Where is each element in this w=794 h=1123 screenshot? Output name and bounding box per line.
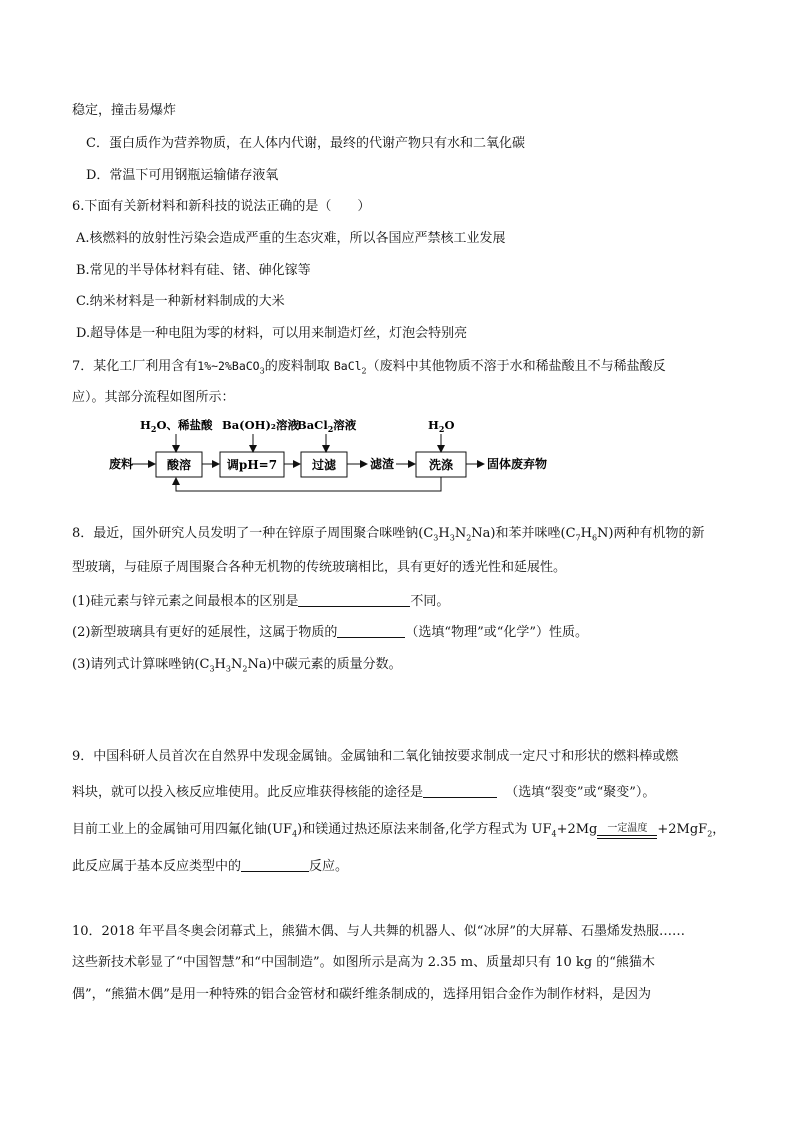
- q8-sub3-s3: 2: [242, 664, 248, 674]
- q8-line2: 型玻璃，与硅原子周围聚合各种无机物的传统玻璃相比，具有更好的透光性和延展性。: [72, 560, 567, 575]
- q9-line4-text: 此反应属于基本反应类型中的: [72, 859, 242, 874]
- q8-sub1-text: (1)硅元素与锌元素之间最根本的区别是: [72, 594, 299, 609]
- q8-f2-sub1: 7: [575, 533, 581, 543]
- process-flow-diagram: [0, 412, 794, 502]
- q9-mgf2: +2MgF: [657, 822, 708, 837]
- flow-reagent-1: $H_2O$、稀盐酸: [140, 418, 213, 434]
- flow-box-filter-label: 过滤: [311, 458, 337, 472]
- q9-line2: [72, 783, 655, 802]
- q8-sub1-end: 不同。: [410, 594, 450, 609]
- q9-answer-blank-1[interactable]: [423, 783, 497, 798]
- q6-option-d: D.超导体是一种电阻为零的材料，可以用来制造灯丝，灯泡会特别亮: [76, 326, 468, 341]
- q8-f2-n: N)两种有机物的新: [597, 526, 705, 541]
- q9-line4-end: 反应。: [309, 859, 349, 874]
- q9-uf4-sub: 4: [292, 829, 298, 839]
- q9-line3: [72, 821, 725, 839]
- flow-reagent-3: BaCl$_2$溶液: [297, 418, 357, 434]
- q9-line2-end: （选填“裂变”或“聚变”）。: [505, 785, 656, 800]
- q6-stem: 6.下面有关新材料和新科技的说法正确的是（ ）: [72, 199, 371, 214]
- q7-stem-line2: 应）。其部分流程如图所示：: [72, 390, 235, 405]
- q7-range: 1%~2%BaCO: [197, 359, 260, 373]
- flow-output: 固体废弃物: [487, 457, 548, 471]
- q7-stem-line1: [72, 357, 666, 376]
- q8-f1-h: H: [438, 526, 450, 541]
- q8-f1-sub3: 2: [466, 533, 472, 543]
- q8-sub2-end: （选填“物理”或“化学”）性质。: [405, 625, 589, 640]
- reaction-condition-text: 一定温度: [607, 823, 648, 834]
- flow-box-acid-label: 酸溶: [166, 458, 192, 472]
- q8-f1-n: N: [454, 526, 467, 541]
- q8-answer-blank-2[interactable]: [337, 623, 405, 638]
- q9-line4: [72, 857, 348, 876]
- q8-sub3-end: Na)中碳元素的质量分数。: [247, 657, 402, 672]
- q7-stem-c: （废料中其他物质不溶于水和稀盐酸且不与稀盐酸反: [366, 359, 666, 374]
- q8-f1-sub1: 3: [433, 533, 439, 543]
- q5-option-d: D．常温下可用钢瓶运输储存液氧: [86, 168, 279, 183]
- q9-comma: ，: [712, 822, 726, 837]
- q8-f1-na: Na)和苯并咪唑(C: [471, 526, 576, 541]
- equals-sign: [597, 835, 657, 839]
- q8-f1-sub2: 3: [449, 533, 455, 543]
- q8-line1-text: 8．最近，国外研究人员发明了一种在锌原子周围聚合咪唑钠(C: [72, 526, 434, 541]
- q8-answer-blank-1[interactable]: [298, 592, 410, 607]
- q7-bacl: BaCl: [333, 359, 362, 373]
- q8-sub3: [72, 656, 402, 674]
- q8-sub3-n: N: [230, 657, 243, 672]
- q8-line1: [72, 525, 705, 543]
- q5-option-c: C．蛋白质作为营养物质，在人体内代谢，最终的代谢产物只有水和二氧化碳: [86, 136, 525, 151]
- q9-line2-text: 料块，就可以投入核反应堆使用。此反应堆获得核能的途径是: [72, 785, 424, 800]
- q7-range-sub: 3: [259, 366, 265, 376]
- flow-input: 废料: [109, 457, 134, 471]
- flow-box-ph-label: 调pH=7: [226, 458, 278, 472]
- q6-option-b: B.常见的半导体材料有硅、锗、砷化镓等: [76, 263, 311, 278]
- q8-sub3-s2: 3: [225, 664, 231, 674]
- reaction-condition: [597, 824, 657, 839]
- q6-option-c: C.纳米材料是一种新材料制成的大米: [76, 294, 285, 309]
- q9-line3-text: 目前工业上的金属铀可用四氟化铀(UF: [72, 822, 293, 837]
- q7-bacl-sub: 2: [361, 366, 367, 376]
- q8-f2-sub2: 6: [591, 533, 598, 543]
- q8-sub3-text: (3)请列式计算咪唑钠(C: [72, 657, 210, 672]
- q8-sub2: [72, 623, 588, 642]
- q9-uf4-sub2: 4: [551, 829, 557, 839]
- q7-stem-a: 7．某化工厂利用含有: [72, 359, 198, 374]
- q9-mg: +2Mg: [556, 822, 598, 837]
- q10-line1: 10．2018 年平昌冬奥会闭幕式上，熊猫木偶、与人共舞的机器人、似“冰屏”的大屏幕、石墨烯发热服……: [72, 924, 686, 939]
- q8-sub1: [72, 592, 449, 611]
- q9-line3-mid: )和镁通过热还原法来制备,化学方程式为 UF: [297, 822, 552, 837]
- q8-f2-h: H: [580, 526, 592, 541]
- q9-mgf2-sub: 2: [707, 829, 713, 839]
- q10-line3: 偶”，“熊猫木偶”是用一种特殊的铝合金管材和碳纤维条制成的，选择用铝合金作为制作材料，是因为: [72, 987, 651, 1002]
- flow-reagent-2: Ba(OH)₂溶液: [222, 418, 299, 432]
- q7-stem-b: 的废料制取: [264, 359, 330, 374]
- q6-option-a: A.核燃料的放射性污染会造成严重的生态灾难，所以各国应严禁核工业发展: [76, 231, 506, 246]
- q10-line2: 这些新技术彰显了“中国智慧”和“中国制造”。如图所示是高为 2.35 m、质量却只有 10 kg 的“熊猫木: [72, 955, 655, 970]
- q8-sub2-text: (2)新型玻璃具有更好的延展性，这属于物质的: [72, 625, 338, 640]
- flow-mid: 滤渣: [370, 457, 395, 471]
- flow-reagent-4: $H_2O$: [428, 418, 455, 434]
- q9-line1: 9．中国科研人员首次在自然界中发现金属铀。金属铀和二氧化铀按要求制成一定尺寸和形状的燃料棒或燃: [72, 749, 679, 764]
- q9-answer-blank-2[interactable]: [241, 857, 309, 872]
- q8-sub3-s1: 3: [209, 664, 215, 674]
- flow-box-wash-label: 洗涤: [428, 458, 454, 472]
- q5-line-prev: 稳定，撞击易爆炸: [72, 103, 177, 118]
- q8-sub3-h: H: [214, 657, 226, 672]
